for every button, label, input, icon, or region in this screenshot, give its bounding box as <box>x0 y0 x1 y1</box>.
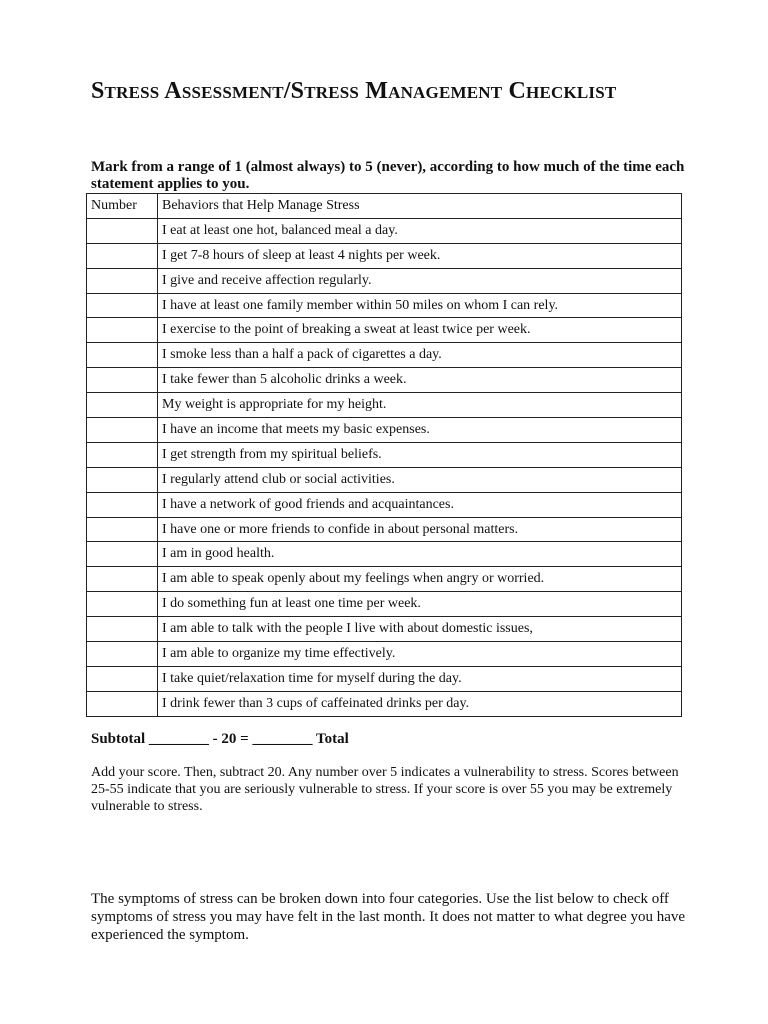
subtotal-line: Subtotal ________ - 20 = ________ Total <box>91 731 349 747</box>
table-row <box>87 343 682 368</box>
table-row <box>87 592 682 617</box>
header-number: Number <box>87 194 158 219</box>
table-row <box>87 617 682 642</box>
score-cell[interactable] <box>87 691 158 716</box>
table-row <box>87 442 682 467</box>
table-row <box>87 418 682 443</box>
behavior-cell: I take quiet/relaxation time for myself during the day. <box>158 666 682 691</box>
table-header-row <box>87 194 682 219</box>
behavior-cell: I am able to talk with the people I live with about domestic issues, <box>158 617 682 642</box>
score-cell[interactable] <box>87 617 158 642</box>
score-cell[interactable] <box>87 442 158 467</box>
table-row <box>87 567 682 592</box>
table-row <box>87 542 682 567</box>
score-cell[interactable] <box>87 517 158 542</box>
score-cell[interactable] <box>87 642 158 667</box>
behavior-cell: I have at least one family member within 50 miles on whom I can rely. <box>158 293 682 318</box>
score-cell[interactable] <box>87 368 158 393</box>
behavior-cell: I smoke less than a half a pack of cigarettes a day. <box>158 343 682 368</box>
score-cell[interactable] <box>87 268 158 293</box>
behavior-cell: I have a network of good friends and acquaintances. <box>158 492 682 517</box>
behaviors-table <box>86 193 682 717</box>
behavior-cell: I drink fewer than 3 cups of caffeinated drinks per day. <box>158 691 682 716</box>
behavior-cell: I eat at least one hot, balanced meal a day. <box>158 218 682 243</box>
score-cell[interactable] <box>87 467 158 492</box>
score-cell[interactable] <box>87 592 158 617</box>
behavior-cell: I have an income that meets my basic expenses. <box>158 418 682 443</box>
header-behaviors: Behaviors that Help Manage Stress <box>158 194 682 219</box>
behavior-cell: I exercise to the point of breaking a sweat at least twice per week. <box>158 318 682 343</box>
table-row <box>87 492 682 517</box>
behavior-cell: I get 7-8 hours of sleep at least 4 nights per week. <box>158 243 682 268</box>
behavior-cell: I regularly attend club or social activities. <box>158 467 682 492</box>
score-cell[interactable] <box>87 343 158 368</box>
behavior-cell: I take fewer than 5 alcoholic drinks a week. <box>158 368 682 393</box>
behavior-cell: I am able to organize my time effectively. <box>158 642 682 667</box>
score-cell[interactable] <box>87 293 158 318</box>
table-row <box>87 318 682 343</box>
score-cell[interactable] <box>87 542 158 567</box>
score-cell[interactable] <box>87 567 158 592</box>
score-cell[interactable] <box>87 318 158 343</box>
score-cell[interactable] <box>87 666 158 691</box>
table-row <box>87 393 682 418</box>
score-cell[interactable] <box>87 418 158 443</box>
symptoms-intro: The symptoms of stress can be broken down into four categories. Use the list below to check off symptoms of stress you may have felt in the last month. It does not matter to what degree you have experienced the symptom. <box>91 891 686 943</box>
score-explanation: Add your score. Then, subtract 20. Any number over 5 indicates a vulnerability to stress. Scores between 25-55 indicate that you are seriously vulnerable to stress. If your score is over 55 you may be extremely vulnerable to stress. <box>91 765 679 814</box>
table-row <box>87 293 682 318</box>
table-row <box>87 642 682 667</box>
table-row <box>87 666 682 691</box>
table-row <box>87 268 682 293</box>
score-cell[interactable] <box>87 243 158 268</box>
table-row <box>87 368 682 393</box>
score-cell[interactable] <box>87 393 158 418</box>
behavior-cell: I give and receive affection regularly. <box>158 268 682 293</box>
table-row <box>87 467 682 492</box>
table-row <box>87 517 682 542</box>
behavior-cell: I get strength from my spiritual beliefs. <box>158 442 682 467</box>
instructions-text: Mark from a range of 1 (almost always) to 5 (never), according to how much of the time each statement applies to you. <box>91 159 685 192</box>
table-row <box>87 243 682 268</box>
table-row <box>87 691 682 716</box>
behavior-cell: I have one or more friends to confide in about personal matters. <box>158 517 682 542</box>
behavior-cell: I do something fun at least one time per week. <box>158 592 682 617</box>
behavior-cell: I am in good health. <box>158 542 682 567</box>
table-body <box>87 218 682 716</box>
table-row <box>87 218 682 243</box>
page-title: Stress Assessment/Stress Management Checklist <box>91 78 617 104</box>
score-cell[interactable] <box>87 492 158 517</box>
behavior-cell: I am able to speak openly about my feelings when angry or worried. <box>158 567 682 592</box>
behavior-cell: My weight is appropriate for my height. <box>158 393 682 418</box>
score-cell[interactable] <box>87 218 158 243</box>
